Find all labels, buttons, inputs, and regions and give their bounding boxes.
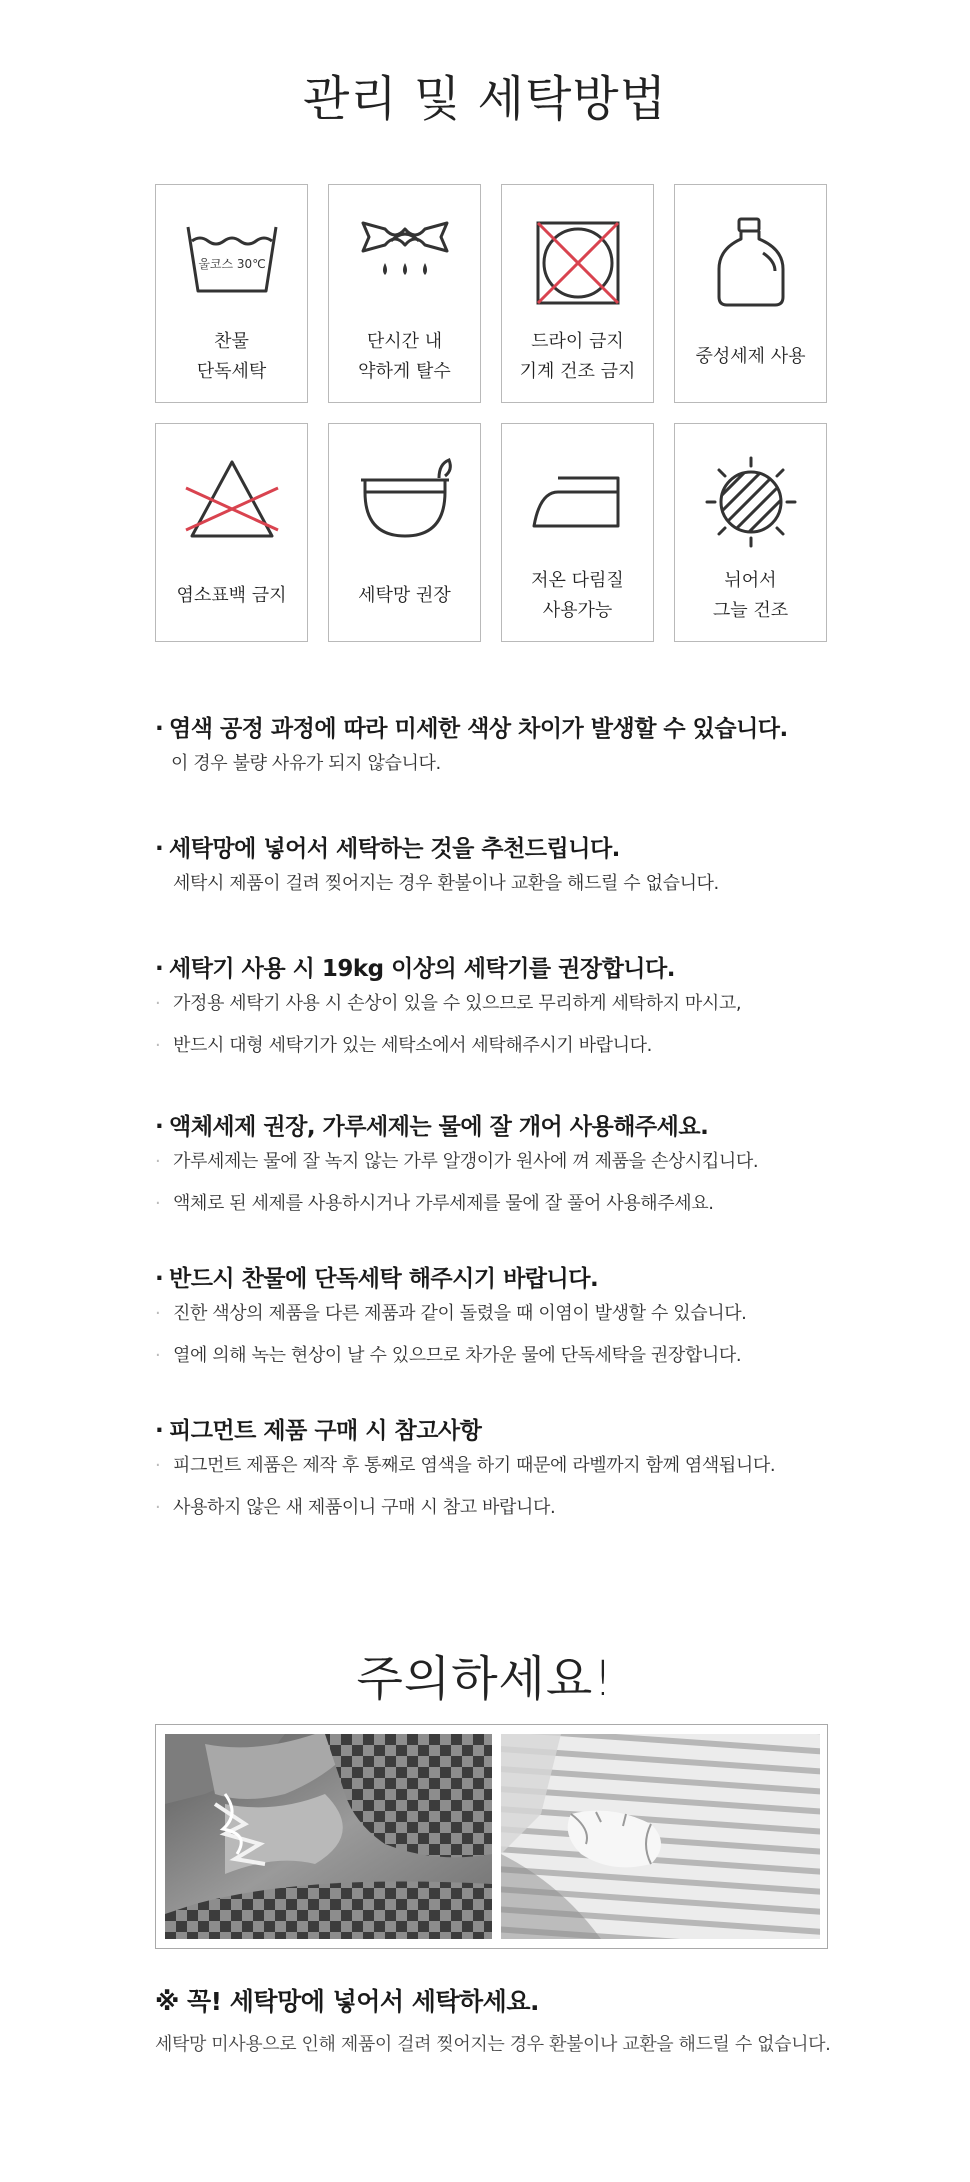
note-line: · 진한 색상의 제품을 다른 제품과 같이 돌렸을 때 이염이 발생할 수 있습니다.	[155, 1303, 747, 1324]
laundry-net-icon	[355, 452, 455, 552]
care-caption: 염소표백 금지	[176, 585, 287, 606]
note-heading: · 세탁망에 넣어서 세탁하는 것을 추천드립니다.	[155, 836, 620, 862]
note-line: · 가정용 세탁기 사용 시 손상이 있을 수 있으므로 무리하게 세탁하지 마시고,	[155, 993, 742, 1014]
care-caption: 저온 다림질 사용가능	[531, 570, 624, 621]
care-card-cold-wash	[155, 184, 308, 403]
care-card-laundry-net	[328, 423, 481, 642]
no-dryclean-icon	[528, 213, 628, 313]
care-card-no-dryclean	[501, 184, 654, 403]
note-laundry-net	[155, 830, 875, 905]
shade-dry-icon	[701, 452, 801, 552]
note-heading: · 반드시 찬물에 단독세탁 해주시기 바랍니다.	[155, 1266, 599, 1292]
gentle-spin-icon	[355, 213, 455, 313]
damage-photos	[155, 1724, 828, 1949]
note-line: · 사용하지 않은 새 제품이니 구매 시 참고 바랍니다.	[155, 1497, 556, 1518]
note-line: · 가루세제는 물에 잘 녹지 않는 가루 알갱이가 원사에 껴 제품을 손상시킵니다.	[155, 1151, 759, 1172]
note-dye-variation	[155, 710, 875, 785]
care-card-no-bleach	[155, 423, 308, 642]
warning-text: 세탁망 미사용으로 인해 제품이 걸려 찢어지는 경우 환불이나 교환을 해드릴 수 없습니다.	[155, 2034, 831, 2055]
note-line: 세탁시 제품이 걸려 찢어지는 경우 환불이나 교환을 해드릴 수 없습니다.	[173, 873, 719, 894]
warning-heading: ※ 꼭! 세탁망에 넣어서 세탁하세요.	[155, 1987, 539, 2016]
care-card-gentle-spin	[328, 184, 481, 403]
care-card-neutral-detergent	[674, 184, 827, 403]
care-caption: 세탁망 권장	[358, 585, 451, 606]
iron-icon	[528, 452, 628, 552]
note-washer-size	[155, 950, 875, 1067]
warning-section-title: 주의하세요!	[356, 1651, 614, 1707]
note-cold-wash	[155, 1260, 875, 1377]
care-caption: 찬물 단독세탁	[196, 331, 267, 382]
note-line: 이 경우 불량 사유가 되지 않습니다.	[171, 753, 441, 774]
note-line: · 피그먼트 제품은 제작 후 통째로 염색을 하기 때문에 라벨까지 함께 염색됩니다.	[155, 1455, 776, 1476]
note-heading: · 염색 공정 과정에 따라 미세한 색상 차이가 발생할 수 있습니다.	[155, 716, 788, 742]
torn-striped-pillow-photo	[501, 1734, 820, 1939]
care-caption: 드라이 금지 기계 건조 금지	[519, 331, 636, 382]
note-line: · 열에 의해 녹는 현상이 날 수 있으므로 차가운 물에 단독세탁을 권장합니다.	[155, 1345, 742, 1366]
note-heading: · 액체세제 권장, 가루세제는 물에 잘 개어 사용해주세요.	[155, 1114, 709, 1140]
care-card-low-iron	[501, 423, 654, 642]
note-detergent	[155, 1108, 875, 1225]
note-pigment	[155, 1412, 875, 1529]
care-card-shade-dry	[674, 423, 827, 642]
detergent-bottle-icon	[701, 213, 801, 313]
care-caption: 중성세제 사용	[695, 346, 806, 367]
note-heading: · 세탁기 사용 시 19kg 이상의 세탁기를 권장합니다.	[155, 956, 675, 982]
wash-temp-label: 울코스 30℃	[198, 257, 266, 271]
care-caption: 단시간 내 약하게 탈수	[358, 331, 451, 382]
note-line: · 반드시 대형 세탁기가 있는 세탁소에서 세탁해주시기 바랍니다.	[155, 1035, 652, 1056]
wash-tub-icon	[182, 213, 282, 313]
care-section-title: 관리 및 세탁방법	[302, 71, 668, 127]
no-bleach-icon	[182, 452, 282, 552]
torn-checked-bedding-photo	[165, 1734, 492, 1939]
note-heading: · 피그먼트 제품 구매 시 참고사항	[155, 1418, 482, 1444]
care-caption: 뉘어서 그늘 건조	[712, 570, 789, 621]
note-line: · 액체로 된 세제를 사용하시거나 가루세제를 물에 잘 풀어 사용해주세요.	[155, 1193, 714, 1214]
